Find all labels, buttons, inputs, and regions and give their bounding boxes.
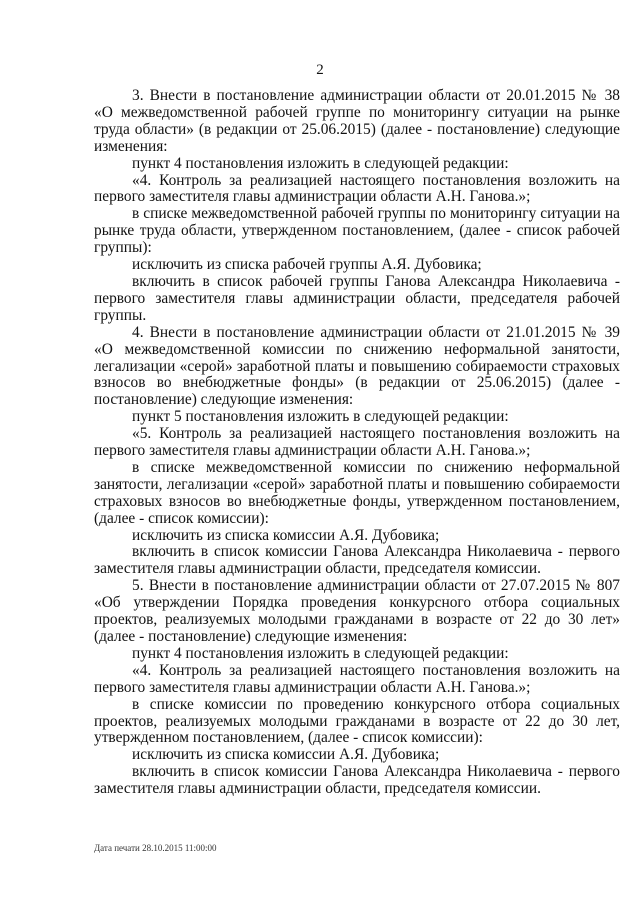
paragraph-commission-list: в списке межведомственной комиссии по снижению неформальной занятости, легализации «серой» заработной платы и повышению собираемости страховых взносов во внебюджетные фонды, утвержденном постановлением, (далее - список комиссии): [94,458,620,527]
paragraph-exclude: исключить из списка рабочей группы А.Я. Дубовика; [132,256,482,274]
paragraph-include: включить в список комиссии Ганова Александра Николаевича - первого заместителя главы администрации области, председателя комиссии. [94,763,620,798]
paragraph-include: включить в список рабочей группы Ганова Александра Николаевича - первого заместителя главы администрации области, председателя рабочей группы. [94,272,620,324]
paragraph-point-5-intro: пункт 5 постановления изложить в следующей редакции: [132,408,509,426]
paragraph-point-4-text: «4. Контроль за реализацией настоящего постановления возложить на первого заместителя главы администрации области А.Н. Ганова.»; [94,171,620,206]
paragraph-item-4: 4. Внести в постановление администрации области от 21.01.2015 № 39 «О межведомственной комиссии по снижению неформальной занятости, легализации «серой» заработной платы и повышению собираемости страховых взносов во внебюджетные фонды» (в редакции от 25.06.2015) (далее - постановление) следующие изменения: [94,323,620,409]
document-body [94,88,620,798]
paragraph-include: включить в список комиссии Ганова Александра Николаевича - первого заместителя главы администрации области, председателя комиссии. [94,543,620,578]
page-number: 2 [316,62,324,78]
paragraph-working-group-list: в списке межведомственной рабочей группы по мониторингу ситуации на рынке труда области, утвержденном постановлением, (далее - список рабочей группы): [94,205,620,257]
paragraph-item-5: 5. Внести в постановление администрации области от 27.07.2015 № 807 «Об утверждении Порядка проведения конкурсного отбора социальных проектов, реализуемых молодыми гражданами в возрасте от 22 до 30 лет» (далее - постановление) следующие изменения: [94,577,620,645]
paragraph-exclude: исключить из списка комиссии А.Я. Дубовика; [132,526,440,544]
paragraph-commission-list: в списке комиссии по проведению конкурсного отбора социальных проектов, реализуемых молодыми гражданами в возрасте от 22 до 30 лет, утвержденном постановлением, (далее - список комиссии): [94,695,620,747]
paragraph-exclude: исключить из списка комиссии А.Я. Дубовика; [132,746,440,764]
paragraph-item-3: 3. Внести в постановление администрации области от 20.01.2015 № 38 «О межведомственной рабочей группе по мониторингу ситуации на рынке труда области» (в редакции от 25.06.2015) (далее - постановление) следующие изменения: [94,87,620,155]
paragraph-point-4-text: «4. Контроль за реализацией настоящего постановления возложить на первого заместителя главы администрации области А.Н. Ганова.»; [94,661,620,696]
print-date: Дата печати 28.10.2015 11:00:00 [94,843,217,853]
paragraph-point-4-intro: пункт 4 постановления изложить в следующей редакции: [132,154,509,172]
paragraph-point-5-text: «5. Контроль за реализацией настоящего постановления возложить на первого заместителя главы администрации области А.Н. Ганова.»; [94,425,620,460]
paragraph-point-4-intro: пункт 4 постановления изложить в следующей редакции: [132,644,509,662]
